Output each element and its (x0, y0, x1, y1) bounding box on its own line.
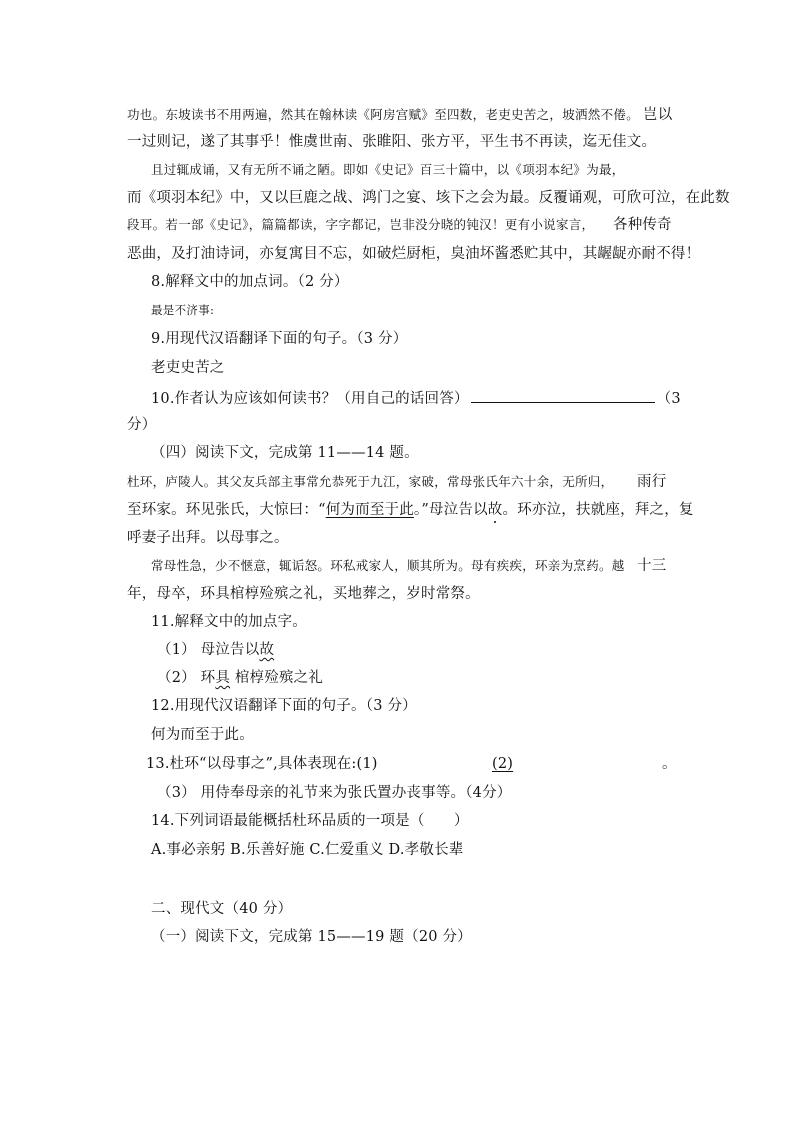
passage3-line: 一过则记，遂了其事乎！惟虞世南、张睢阳、张方平，平生书不再读，迄无佳文。 (127, 134, 657, 150)
question-11: 11.解释文中的加点字。 (151, 614, 307, 630)
question-10-score: 分） (127, 417, 157, 433)
question-9: 9.用现代汉语翻译下面的句子。（3 分） (151, 331, 408, 347)
passage4-line-tail: 雨行 (637, 474, 667, 490)
question-13: 13.杜环“以母事之”,具体表现在:(1) (146, 756, 378, 772)
passage4-line: 呼妻子出拜。以母事之。 (127, 530, 289, 546)
passage3-line-tail: 各种传奇 (613, 217, 672, 233)
dotted-char: 具 (215, 670, 231, 686)
section-heading: 二、现代文（40 分） (151, 901, 293, 917)
passage4-line: 常母性急，少不惬意，辄诟怒。环私戒家人，顺其所为。母有疾疾，环亲为烹药。越 (151, 558, 625, 573)
passage3-line: 恶曲，及打油诗词，亦复寓目不忘，如破烂厨柜，臭油坏酱悉贮其中，其龌龊亦耐不得！ (127, 246, 701, 262)
dotted-char: 故 (487, 502, 503, 518)
question-8-item: 最是不济事: (151, 303, 215, 317)
passage3-line: 段耳。若一部《史记》，篇篇都读，字字都记，岂非没分晓的钝汉！更有小说家言， (127, 217, 595, 232)
passage4-line: 杜环，庐陵人。其父友兵部主事常允恭死于九江，家破，常母张氏年六十余，无所归， (127, 474, 614, 489)
passage3-line-tail: 岂以 (643, 107, 673, 123)
question-13-part2[interactable]: (2) (492, 756, 514, 772)
question-8: 8.解释文中的加点词。（2 分） (151, 274, 349, 290)
passage3-line: 且过辄成诵，又有无所不诵之陋。即如《史记》百三十篇中，以《项羽本纪》为最， (151, 162, 625, 177)
question-13-part3: （3） 用侍奉母亲的礼节来为张氏置办丧事等。（4分） (157, 785, 512, 801)
question-14: 14.下列词语最能概括杜环品质的一项是（ ） (151, 813, 469, 829)
underlined-quote: 何为而至于此 (325, 502, 414, 518)
question-12: 12.用现代汉语翻译下面的句子。（3 分） (151, 698, 417, 714)
section-subheading: （一）阅读下文，完成第 15——19 题（20 分） (151, 929, 472, 945)
question-12-item: 何为而至于此。 (151, 727, 254, 743)
question-10: 10.作者认为应该如何读书？（用自己的话回答） （3 (151, 391, 681, 407)
question-11-item-1: （1） 母泣告以故 (157, 642, 275, 658)
passage4-heading: （四）阅读下文，完成第 11——14 题。 (151, 445, 419, 461)
passage4-line-tail: 十三 (637, 558, 667, 574)
answer-blank[interactable] (471, 390, 655, 403)
passage4-line: 年，母卒，环具棺椁殓殡之礼，买地葬之，岁时常祭。 (127, 586, 480, 602)
passage4-line: 至环家。环见张氏，大惊曰：“何为而至于此。”母泣告以故。环亦泣，扶就座，拜之，复 (127, 502, 694, 518)
passage3-line: 功也。东坡读书不用两遍，然其在翰林读《阿房宫赋》至四数，老吏史苦之，坡洒然不倦。 (127, 107, 640, 122)
passage3-line: 而《项羽本纪》中，又以巨鹿之战、鸿门之宴、垓下之会为最。反覆诵观，可欣可泣，在此数 (127, 190, 730, 206)
question-9-item: 老吏史苦之 (151, 360, 225, 376)
question-13-end: 。 (662, 756, 677, 772)
dotted-char: 故 (259, 642, 275, 658)
question-14-options: A.事必亲躬 B.乐善好施 C.仁爱重义 D.孝敬长辈 (151, 842, 464, 858)
question-11-item-2: （2） 环具 棺椁殓殡之礼 (157, 670, 324, 686)
